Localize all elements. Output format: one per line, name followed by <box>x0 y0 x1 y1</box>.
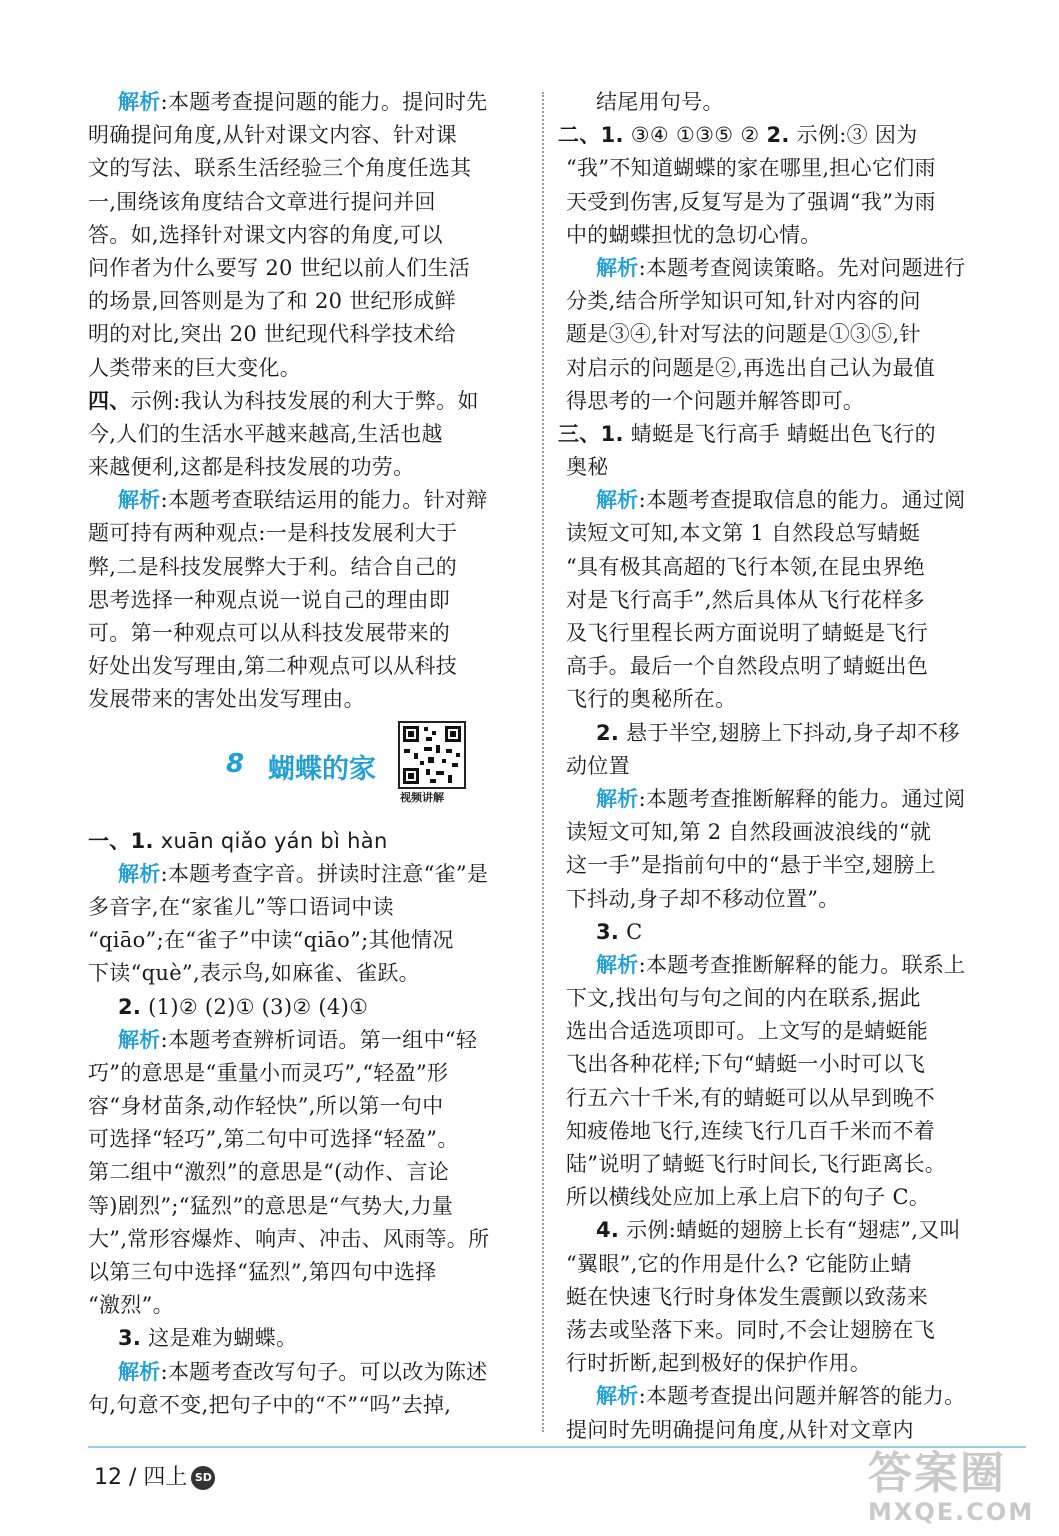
line-text: 及飞行里程长两方面说明了蜻蜓是飞行 <box>566 621 929 645</box>
analysis-tag: 解析 <box>118 488 161 513</box>
line-text: 得思考的一个问题并解答即可。 <box>566 388 865 413</box>
line-text: 下读“què”,表示鸟,如麻雀、雀跃。 <box>88 961 420 986</box>
text-line <box>88 517 520 550</box>
line-text: 飞出各种花样;下句“蜻蜓一小时可以飞 <box>566 1052 926 1077</box>
line-text: 发展带来的害处出发写理由。 <box>88 687 365 712</box>
line-text: 大”,常形容爆炸、响声、冲击、风雨等。所 <box>88 1226 490 1251</box>
text-line <box>566 86 1006 119</box>
line-text: 分类,结合所学知识可知,针对内容的问 <box>566 289 921 314</box>
line-text: 的场景,回答则是为了和 20 世纪形成鲜 <box>88 289 456 314</box>
line-text: 巧”的意思是“重量小而灵巧”,“轻盈”形 <box>88 1060 449 1085</box>
right-column <box>558 86 1006 1447</box>
line-text: 读短文可知,第 2 自然段画波浪线的“就 <box>566 820 932 845</box>
lesson-title: 蝴蝶的家 <box>268 753 376 785</box>
text-line <box>88 957 520 990</box>
analysis-tag: 解析 <box>118 1027 161 1052</box>
watermark-text: 答案圈 <box>868 1448 1006 1499</box>
line-text: 示例:我认为科技发展的利大于弊。如 <box>130 388 479 413</box>
analysis-tag: 解析 <box>596 488 639 513</box>
text-line <box>88 119 520 152</box>
text-line <box>88 584 520 617</box>
text-line <box>566 783 1006 816</box>
question-number: 2. <box>766 123 790 148</box>
analysis-tag: 解析 <box>118 1359 161 1384</box>
line-text: (1)② (2)① (3)② (4)① <box>141 994 369 1019</box>
text-line <box>88 858 520 891</box>
line-text: 示例:蜻蜓的翅膀上长有“翅痣”,又叫 <box>619 1218 961 1243</box>
text-line <box>88 1223 520 1256</box>
text-line <box>88 152 520 185</box>
text-line <box>88 186 520 219</box>
text-line <box>566 517 1006 550</box>
section-marker: 三、 <box>558 421 601 446</box>
column-divider <box>542 92 544 1432</box>
line-text: 一,围绕该角度结合文章进行提问并回 <box>88 189 436 214</box>
text-line <box>566 551 1006 584</box>
text-line <box>88 86 520 119</box>
text-line <box>566 849 1006 882</box>
text-line <box>88 1057 520 1090</box>
line-text: 对是飞行高手”,然后具体从飞行花样多 <box>566 587 925 612</box>
text-line <box>88 1256 520 1289</box>
line-text: 蜻蜓是飞行高手 蜻蜓出色飞行的 <box>623 421 936 446</box>
line-text: 知疲倦地飞行,连续飞行几百千米而不着 <box>566 1118 936 1143</box>
text-line <box>88 1322 520 1355</box>
section-4-line <box>88 385 520 418</box>
sd-badge: SD <box>191 1466 215 1490</box>
analysis-tag: 解析 <box>118 861 161 886</box>
line-text: 人类带来的巨大变化。 <box>88 355 301 380</box>
text-line <box>566 1115 1006 1148</box>
line-text: 天受到伤害,反复写是为了强调“我”为雨 <box>566 189 936 214</box>
qr-code-icon[interactable] <box>398 721 466 789</box>
line-text: 可选择“轻巧”,第二句中可选择“轻盈”。 <box>88 1127 459 1152</box>
lesson-number: 8 <box>226 748 245 779</box>
analysis-tag: 解析 <box>596 952 639 977</box>
line-text: 蜓在快速飞行时身体发生震颤以致荡来 <box>566 1284 929 1309</box>
text-line <box>566 451 1006 484</box>
question-number: 1. <box>130 828 154 853</box>
analysis-tag: 解析 <box>118 90 161 114</box>
line-text: 悬于半空,翅膀上下抖动,身子却不移 <box>619 720 960 745</box>
section-2-line <box>558 119 1006 152</box>
line-text: 明确提问角度,从针对课文内容、针对课 <box>88 123 458 148</box>
line-text: 文的写法、联系生活经验三个角度任选其 <box>88 156 472 181</box>
line-text: :本题考查改写句子。可以改为陈述 <box>160 1359 488 1384</box>
qr-label: 视频讲解 <box>400 790 444 804</box>
text-line <box>566 982 1006 1015</box>
line-text: 下抖动,身子却不移动位置”。 <box>566 886 840 911</box>
question-number: 1. <box>600 123 624 148</box>
text-line <box>88 1024 520 1057</box>
text-line <box>88 924 520 957</box>
line-text: 行五六十千米,有的蜻蜓可以从早到晚不 <box>566 1085 936 1110</box>
line-text: 奥秘 <box>566 455 609 480</box>
line-text: 来越便利,这都是科技发展的功劳。 <box>88 455 415 480</box>
line-text: :本题考查提出问题并解答的能力。 <box>638 1384 966 1409</box>
text-line <box>566 1048 1006 1081</box>
text-line <box>88 891 520 924</box>
line-text: “具有极其高超的飞行本领,在昆虫界绝 <box>566 554 925 579</box>
line-text: 提问时先明确提问角度,从针对文章内 <box>566 1417 914 1442</box>
line-text: :本题考查联结运用的能力。针对辩 <box>160 488 488 513</box>
question-number: 2. <box>118 994 142 1019</box>
text-line <box>566 650 1006 683</box>
line-text: 思考选择一种观点说一说自己的理由即 <box>88 587 451 612</box>
text-line <box>88 318 520 351</box>
line-text: 弊,二是科技发展弊大于利。结合自己的 <box>88 554 458 579</box>
text-line <box>88 451 520 484</box>
text-line <box>88 1389 520 1422</box>
text-line <box>566 385 1006 418</box>
text-line <box>88 484 520 517</box>
line-text: :本题考查辨析词语。第一组中“轻 <box>160 1027 478 1052</box>
text-line <box>566 1148 1006 1181</box>
line-text: 好处出发写理由,第二种观点可以从科技 <box>88 654 458 679</box>
text-line <box>566 1380 1006 1413</box>
text-line <box>566 1347 1006 1380</box>
text-line <box>566 352 1006 385</box>
line-text: 荡去或坠落下来。同时,不会让翅膀在飞 <box>566 1317 936 1342</box>
text-line <box>566 1181 1006 1214</box>
line-text: 这一手”是指前句中的“悬于半空,翅膀上 <box>566 853 936 878</box>
text-line <box>566 1015 1006 1048</box>
text-line <box>88 1123 520 1156</box>
text-line <box>88 650 520 683</box>
text-line <box>88 1090 520 1123</box>
text-line <box>566 717 1006 750</box>
text-line <box>88 1289 520 1322</box>
line-text: 以第三句中选择“猛烈”,第四句中选择 <box>88 1260 437 1284</box>
line-text: “激烈”。 <box>88 1293 174 1318</box>
text-line <box>88 991 520 1024</box>
line-text: 答。如,选择针对课文内容的角度,可以 <box>88 222 443 247</box>
text-line <box>88 551 520 584</box>
analysis-tag: 解析 <box>596 1384 639 1409</box>
line-text: 陆”说明了蜻蜓飞行时间长,飞行距离长。 <box>566 1152 947 1176</box>
text-line <box>566 152 1006 185</box>
text-line <box>88 252 520 285</box>
analysis-tag: 解析 <box>596 255 639 280</box>
line-text: 行时折断,起到极好的保护作用。 <box>566 1351 872 1376</box>
text-line <box>566 484 1006 517</box>
line-text: 多音字,在“家雀儿”等口语词中读 <box>88 894 394 919</box>
text-line <box>566 816 1006 849</box>
line-text: “qiāo”;在“雀子”中读“qiāo”;其他情况 <box>88 928 454 953</box>
line-text: 对启示的问题是②,再选出自己认为最值 <box>566 355 936 380</box>
text-line <box>566 1414 1006 1447</box>
line-text: :本题考查阅读策略。先对问题进行 <box>638 255 966 280</box>
text-line <box>566 285 1006 318</box>
line-text: 示例:③ 因为 <box>789 123 918 148</box>
text-line <box>566 949 1006 982</box>
section-marker: 一、 <box>88 828 131 853</box>
line-text: 等)剧烈”;“猛烈”的意思是“气势大,力量 <box>88 1193 454 1218</box>
line-text: ③④ ①③⑤ ② <box>623 123 767 148</box>
line-text: :本题考查推断解释的能力。通过阅 <box>638 786 966 811</box>
text-line <box>566 252 1006 285</box>
line-text: 今,人们的生活水平越来越高,生活也越 <box>88 421 443 446</box>
section-marker: 二、 <box>558 123 601 148</box>
text-line <box>566 1214 1006 1247</box>
text-line <box>88 418 520 451</box>
line-text: :本题考查提取信息的能力。通过阅 <box>638 488 966 513</box>
line-text: :本题考查推断解释的能力。联系上 <box>638 952 966 977</box>
line-text: 第二组中“激烈”的意思是“(动作、言论 <box>88 1160 450 1185</box>
line-text: 所以横线处应加上承上启下的句子 C。 <box>566 1185 931 1210</box>
line-text: 高手。最后一个自然段点明了蜻蜓出色 <box>566 654 929 679</box>
line-text: 题是③④,针对写法的问题是①③⑤,针 <box>566 322 921 347</box>
text-line <box>566 1281 1006 1314</box>
text-line <box>566 186 1006 219</box>
question-number: 4. <box>596 1218 620 1243</box>
analysis-tag: 解析 <box>596 786 639 811</box>
section-1-line <box>88 825 520 858</box>
text-line <box>88 1156 520 1189</box>
page-footer <box>94 1460 215 1491</box>
line-text: 动位置 <box>566 753 630 778</box>
question-number: 3. <box>596 919 620 944</box>
line-text: 明的对比,突出 20 世纪现代科学技术给 <box>88 322 456 347</box>
text-line <box>88 352 520 385</box>
lesson-title-block <box>88 725 520 821</box>
line-text: 容“身材苗条,动作轻快”,所以第一句中 <box>88 1094 444 1119</box>
text-line <box>88 219 520 252</box>
question-number: 3. <box>118 1326 142 1351</box>
text-line <box>566 750 1006 783</box>
watermark-url: MXQE.COM <box>868 1498 1035 1526</box>
question-number: 2. <box>596 720 620 745</box>
line-text: :本题考查提问题的能力。提问时先 <box>160 90 488 114</box>
text-line <box>566 1314 1006 1347</box>
question-number: 1. <box>600 421 624 446</box>
line-text: 问作者为什么要写 20 世纪以前人们生活 <box>88 255 471 280</box>
text-line <box>566 1248 1006 1281</box>
section-marker: 四、 <box>88 388 131 413</box>
text-line <box>88 285 520 318</box>
line-text: “翼眼”,它的作用是什么? 它能防止蜻 <box>566 1251 912 1276</box>
line-text: 句,句意不变,把句子中的“不”“吗”去掉, <box>88 1392 452 1417</box>
text-line <box>566 1082 1006 1115</box>
text-line <box>566 584 1006 617</box>
line-text: “我”不知道蝴蝶的家在哪里,担心它们雨 <box>566 156 936 181</box>
text-line <box>566 617 1006 650</box>
text-line <box>566 683 1006 716</box>
pinyin-answer: xuān qiǎo yán bì hàn <box>160 828 388 853</box>
line-text: 可。第一种观点可以从科技发展带来的 <box>88 621 451 645</box>
line-text: 读短文可知,本文第 1 自然段总写蜻蜓 <box>566 521 921 546</box>
line-text: 结尾用句号。 <box>596 90 724 114</box>
line-text: C <box>619 919 643 944</box>
line-text: 下文,找出句与句之间的内在联系,据此 <box>566 986 921 1011</box>
line-text: 这是难为蝴蝶。 <box>141 1326 298 1351</box>
page-number: 12 / 四上 <box>94 1465 188 1490</box>
text-line <box>88 683 520 716</box>
text-line <box>566 916 1006 949</box>
line-text: 题可持有两种观点:一是科技发展利大于 <box>88 521 458 546</box>
text-line <box>88 1190 520 1223</box>
line-text: 中的蝴蝶担忧的急切心情。 <box>566 222 822 247</box>
line-text: 选出合适选项即可。上文写的是蜻蜓能 <box>566 1019 929 1044</box>
text-line <box>88 1356 520 1389</box>
text-line <box>566 318 1006 351</box>
line-text: 飞行的奥秘所在。 <box>566 687 737 712</box>
left-column <box>88 86 520 1422</box>
text-line <box>566 219 1006 252</box>
section-3-line <box>558 418 1006 451</box>
watermark-logo <box>868 1450 1048 1530</box>
line-text: :本题考查字音。拼读时注意“雀”是 <box>160 861 489 886</box>
text-line <box>88 617 520 650</box>
text-line <box>566 883 1006 916</box>
